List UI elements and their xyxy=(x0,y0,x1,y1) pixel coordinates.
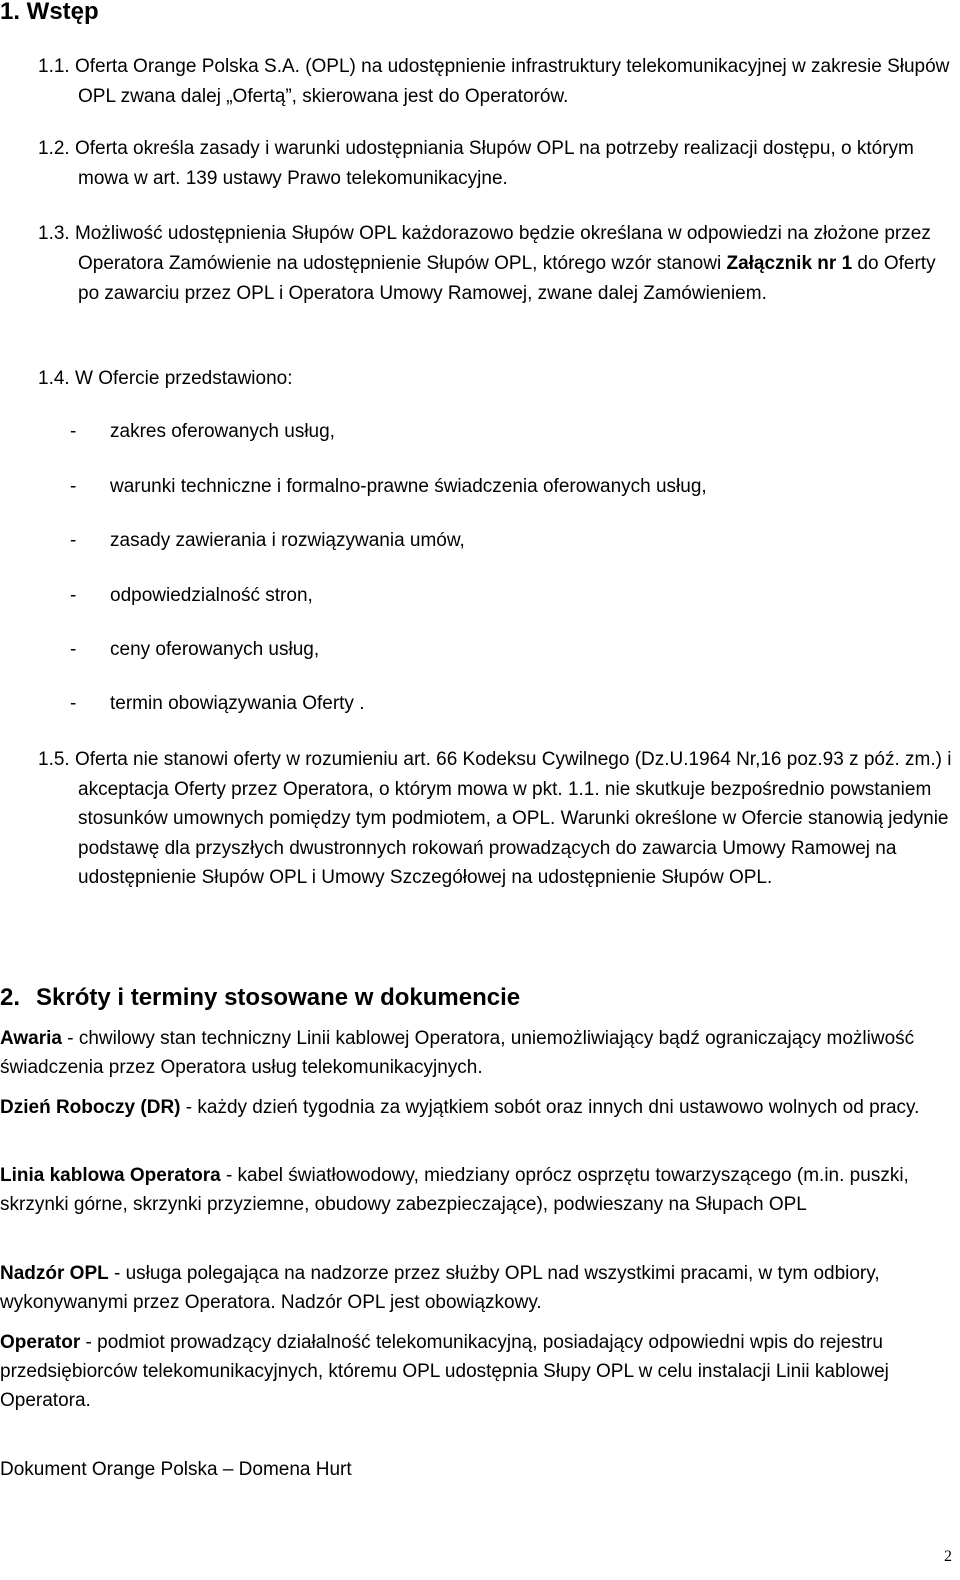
paragraph-1-2 xyxy=(38,134,958,193)
definition: - podmiot prowadzący działalność telekomunikacyjną, posiadający odpowiedni wpis do rejestru przedsiębiorców telekomunikacyjnych, któremu OPL udostępnia Słupy OPL w celu instalacji Linii kablowej Operatora. xyxy=(0,1332,889,1411)
section-1-heading: 1. Wstęp xyxy=(0,0,99,25)
list-item xyxy=(70,527,465,555)
definition: - usługa polegająca na nadzorze przez służby OPL nad wszystkimi pracami, w tym odbiory, wykonywanymi przez Operatora. Nadzór OPL jest obowiązkowy. xyxy=(0,1263,880,1313)
term: Linia kablowa Operatora xyxy=(0,1165,221,1186)
definition: - chwilowy stan techniczny Linii kablowej Operatora, uniemożliwiający bądź ograniczający możliwość świadczenia przez Operatora usług telekomunikacyjnych. xyxy=(0,1028,915,1078)
paragraph-number: 1.4. xyxy=(38,368,70,389)
list-item xyxy=(70,473,707,501)
definition: - kabel światłowodowy, miedziany oprócz osprzętu towarzyszącego (m.in. puszki, skrzynki górne, skrzynki przyziemne, obudowy zabezpieczające), podwieszany na Słupach OPL xyxy=(0,1165,909,1215)
paragraph-text: Możliwość udostępnienia Słupów OPL każdorazowo będzie określana w odpowiedzi na złożone przez Operatora Zamówienie na udostępnienie Słupów OPL, którego wzór stanowi xyxy=(74,223,931,274)
definition-linia-kablowa xyxy=(0,1161,930,1219)
bullet-dash: - xyxy=(70,693,77,714)
list-item-text: zasady zawierania i rozwiązywania umów, xyxy=(110,530,465,551)
list-item-text: termin obowiązywania Oferty . xyxy=(110,693,365,714)
paragraph-text-cont: do Oferty po zawarciu przez OPL i Operatora Umowy Ramowej, zwane dalej Zamówieniem. xyxy=(78,253,936,304)
paragraph-text: W Ofercie przedstawiono: xyxy=(74,368,293,389)
paragraph-number: 1.2. xyxy=(38,138,70,159)
definition-nadzor-opl xyxy=(0,1259,930,1317)
paragraph-number: 1.5. xyxy=(38,749,70,770)
bullet-dash: - xyxy=(70,476,77,497)
paragraph-1-1 xyxy=(38,52,958,111)
term: Operator xyxy=(0,1332,81,1353)
definition-dzien-roboczy xyxy=(0,1093,930,1122)
paragraph-text: Oferta określa zasady i warunki udostępniania Słupów OPL na potrzeby realizacji dostępu, o którym mowa w art. 139 ustawy Prawo telekomunikacyjne. xyxy=(74,138,914,189)
section-number: 2. xyxy=(0,984,21,1011)
term: Awaria xyxy=(0,1028,62,1049)
section-2-heading xyxy=(0,984,520,1012)
page-number: 2 xyxy=(944,1548,952,1565)
list-item xyxy=(70,690,365,718)
paragraph-number: 1.1. xyxy=(38,56,70,77)
bullet-dash: - xyxy=(70,530,77,551)
list-item-text: odpowiedzialność stron, xyxy=(110,585,313,606)
attachment-reference: Załącznik nr 1 xyxy=(726,253,853,274)
term: Dzień Roboczy (DR) xyxy=(0,1097,181,1118)
bullet-dash: - xyxy=(70,639,77,660)
paragraph-1-5 xyxy=(38,745,958,893)
list-item xyxy=(70,636,319,664)
list-item-text: zakres oferowanych usług, xyxy=(110,421,335,442)
term: Nadzór OPL xyxy=(0,1263,109,1284)
document-footer: Dokument Orange Polska – Domena Hurt xyxy=(0,1459,352,1480)
list-item xyxy=(70,418,335,446)
list-item xyxy=(70,582,313,610)
list-item-text: warunki techniczne i formalno-prawne świadczenia oferowanych usług, xyxy=(110,476,707,497)
paragraph-1-4 xyxy=(38,364,958,394)
bullet-dash: - xyxy=(70,585,77,606)
definition-awaria xyxy=(0,1024,930,1082)
bullet-dash: - xyxy=(70,421,77,442)
definition: - każdy dzień tygodnia za wyjątkiem sobót oraz innych dni ustawowo wolnych od pracy. xyxy=(180,1097,920,1118)
paragraph-text: Oferta nie stanowi oferty w rozumieniu art. 66 Kodeksu Cywilnego (Dz.U.1964 Nr,16 poz.93 z póź. zm.) i akceptacja Oferty przez Operatora, o którym mowa w pkt. 1.1. nie skutkuje bezpośrednio powstaniem stosunków umownych pomiędzy tym podmiotem, a OPL. Warunki określone w Ofercie stanowią jedynie podstawę dla przyszłych dwustronnych rokowań prowadzących do zawarcia Umowy Ramowej na udostępnienie Słupów OPL i Umowy Szczegółowej na udostępnienie Słupów OPL. xyxy=(74,749,952,888)
paragraph-text: Oferta Orange Polska S.A. (OPL) na udostępnienie infrastruktury telekomunikacyjnej w zakresie Słupów OPL zwana dalej „Ofertą”, skierowana jest do Operatorów. xyxy=(74,56,950,107)
paragraph-number: 1.3. xyxy=(38,223,70,244)
list-item-text: ceny oferowanych usług, xyxy=(110,639,320,660)
paragraph-1-3 xyxy=(38,219,958,309)
section-title: Skróty i terminy stosowane w dokumencie xyxy=(36,984,521,1011)
definition-operator xyxy=(0,1328,930,1415)
